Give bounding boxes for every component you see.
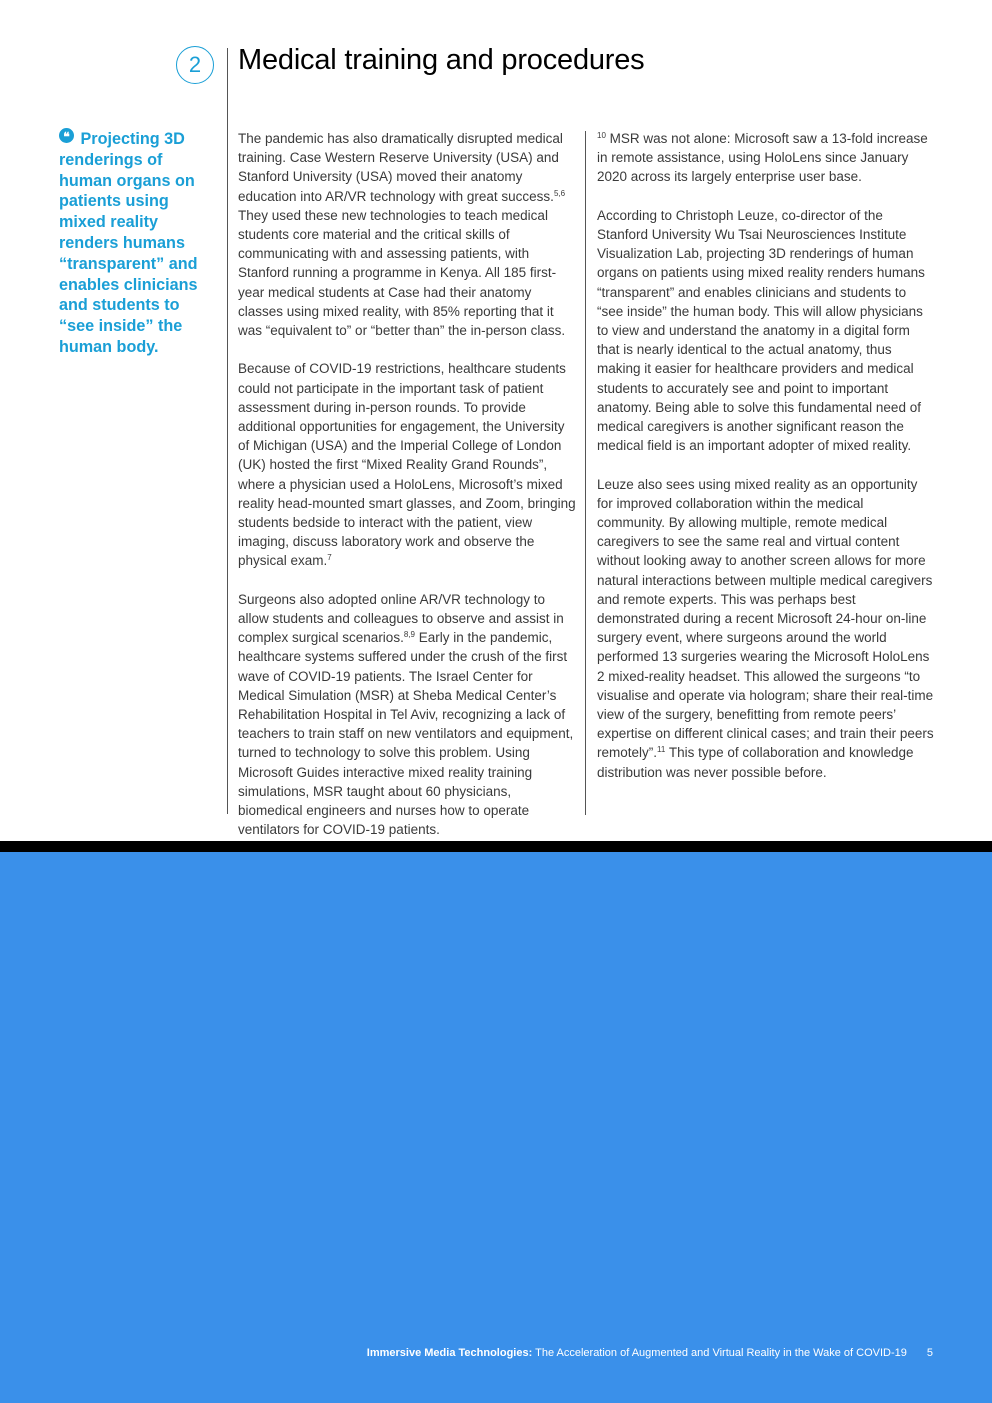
paragraph: The pandemic has also dramatically disrupted medical training. Case Western Reserve University (USA) and Stanford University (USA) moved their anatomy education into AR/VR technology with great success.$^{5,6}$ They used these new technologies to teach medical students core material and the critical skills of communicating with and assessing patients, with Stanford running a programme in Kenya. All 185 first-year medical students at Case had their anatomy classes using mixed reality, with 85% reporting that it was “equivalent to” or “better than” the in-person class.	[238, 131, 566, 339]
black-band	[0, 841, 992, 852]
footnote-ref: 5,6	[553, 188, 566, 198]
footer-report-subtitle: The Acceleration of Augmented and Virtual Reality in the Wake of COVID-19	[532, 1347, 907, 1359]
column-divider	[585, 131, 586, 815]
paragraph: Surgeons also adopted online AR/VR technology to allow students and colleagues to observe and assist in complex surgical scenarios.$^{8,9}$ Early in the pandemic, healthcare systems suffered under the crush of the first wave of COVID-19 patients. The Israel Center for Medical Simulation (MSR) at Sheba Medical Center’s Rehabilitation Hospital in Tel Aviv, recognizing a lack of teachers to train staff on new ventilators and equipment, turned to technology to solve this problem. Using Microsoft Guides interactive mixed reality training simulations, MSR taught about 60 physicians, biomedical engineers and nurses how to operate ventilators for COVID-19 patients.	[238, 591, 574, 838]
vertical-divider	[227, 48, 228, 814]
footer-report-title: Immersive Media Technologies:	[366, 1347, 533, 1359]
footnote-ref: 8,9	[403, 630, 415, 640]
paragraph: Because of COVID-19 restrictions, healthcare students could not participate in the important task of patient assessment during in-person rounds. To provide additional opportunities for engagement, the University of Michigan (USA) and the Imperial College of London (UK) hosted the first “Mixed Reality Grand Rounds”, where a physician used a HoloLens, Microsoft’s mixed reality head-mounted smart glasses, and Zoom, bringing students bedside to interact with the patient, view imaging, discuss laboratory work and observe the physical exam.$^7$	[238, 361, 576, 569]
paragraph: According to Christoph Leuze, co-director of the Stanford University Wu Tsai Neurosciences Institute Visualization Lab, projecting 3D renderings of human organs on patients using mixed reality renders humans “transparent” and enables clinicians and students to “see inside” the human body. This will allow physicians to view and understand the anatomy in a digital form that is nearly identical to the actual anatomy, thus making it easier for healthcare providers and medical students to accurately see and point to important anatomy. Being able to solve this fundamental need of medical caregivers is another significant reason the medical field is an important adopter of mixed reality.	[597, 207, 925, 454]
footnote-ref: 10	[597, 131, 606, 140]
chapter-number-badge	[176, 46, 214, 84]
quote-icon: ❝	[59, 128, 74, 143]
chapter-number: 2	[188, 52, 202, 77]
pull-quote-text: Projecting 3D renderings of human organs on patients using mixed reality renders humans “transparent” and enables clinicians and students to “see inside” the human body.	[59, 130, 198, 356]
body-column-left	[238, 129, 576, 859]
blue-panel	[0, 852, 992, 1403]
pull-quote	[59, 128, 217, 358]
footnote-ref: 11	[657, 745, 666, 755]
paragraph: $^{10}$ MSR was not alone: Microsoft saw a 13-fold increase in remote assistance, using HoloLens since January 2020 across its largely enterprise user base.	[597, 131, 928, 185]
body-column-right	[597, 129, 935, 801]
paragraph: Leuze also sees using mixed reality as an opportunity for improved collaboration within the medical community. By allowing multiple, remote medical caregivers to see the same real and virtual content without looking away to another screen allows for more natural interactions between multiple medical caregivers and remote experts. This was perhaps best demonstrated during a recent Microsoft 24-hour on-line surgery event, where surgeons around the world performed 13 surgeries wearing the Microsoft HoloLens 2 mixed-reality headset. This allowed the surgeons “to visualise and operate via hologram; share their real-time view of the surgery, benefitting from remote peers’ expertise on different clinical cases; and train their peers remotely”.$^{11}$ This type of collaboration and knowledge distribution was never possible before.	[597, 476, 934, 780]
footnote-ref: 7	[327, 553, 332, 563]
page-title: Medical training and procedures	[238, 44, 645, 76]
page-number: 5	[926, 1347, 933, 1359]
page-footer	[367, 1347, 933, 1359]
